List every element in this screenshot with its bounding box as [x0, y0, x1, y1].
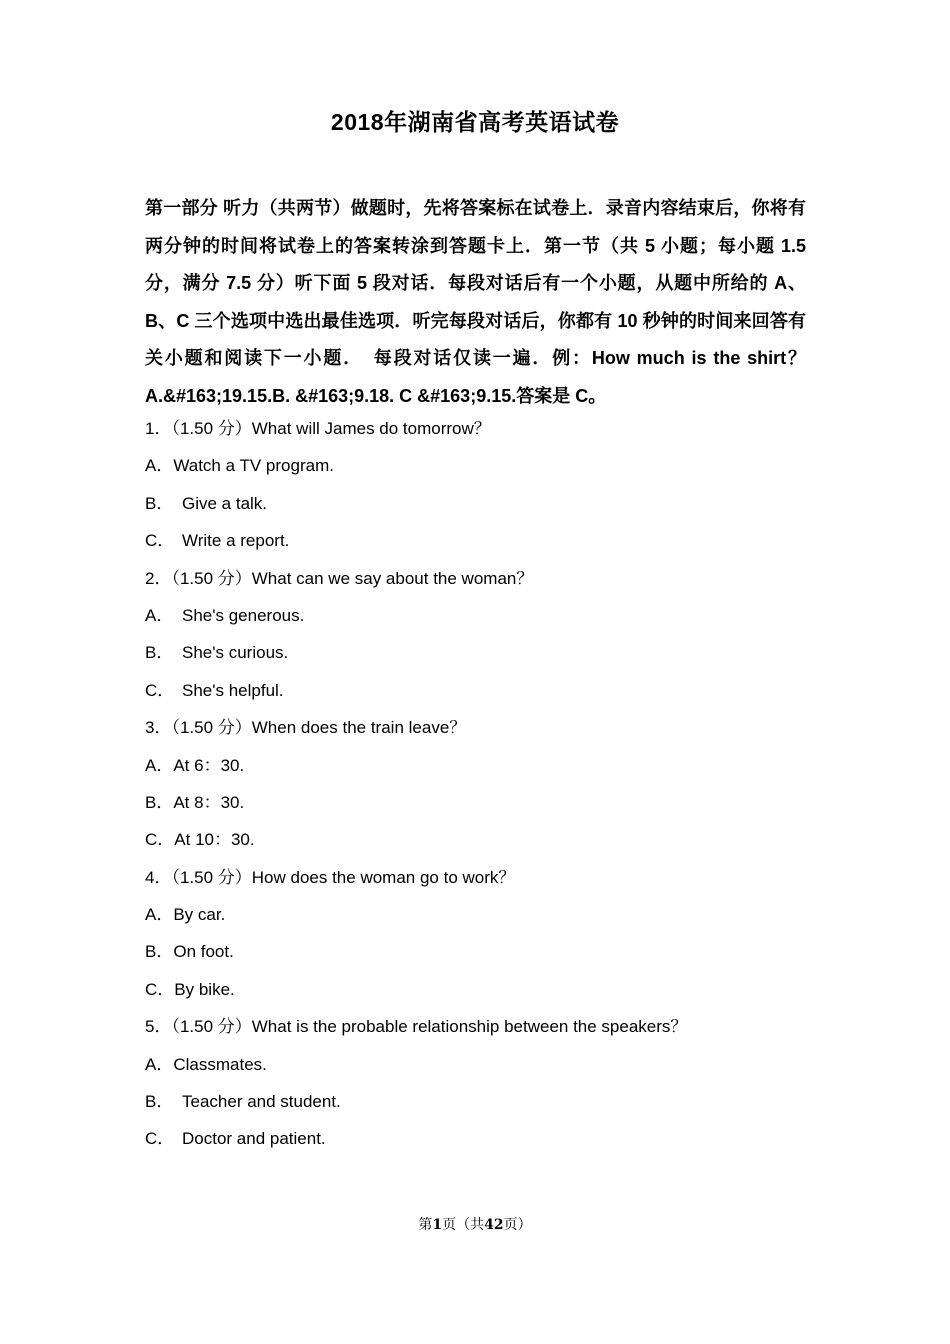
answer-option[interactable]	[145, 634, 806, 671]
option-text: Write a report.	[182, 531, 290, 551]
option-letter: C．	[145, 830, 175, 850]
option-text: Classmates.	[173, 1054, 267, 1074]
option-letter: A．	[145, 755, 174, 775]
option-letter: A．	[145, 1054, 174, 1074]
question-list	[145, 410, 806, 1158]
option-text: At 6：30.	[173, 755, 245, 775]
footer-prefix: 第	[418, 1217, 433, 1233]
option-letter: C．	[145, 979, 175, 999]
answer-option[interactable]	[145, 933, 806, 970]
option-letter: C．	[145, 1129, 175, 1149]
footer-page-number: 1	[432, 1217, 443, 1233]
question-stem: 5．（1.50 分）What is the probable relationship between the speakers？	[145, 1017, 688, 1037]
question-stem: 1．（1.50 分）What will James do tomorrow？	[145, 419, 491, 438]
option-letter: A．	[145, 905, 174, 925]
page-footer	[0, 1214, 950, 1234]
answer-option[interactable]	[145, 1083, 806, 1120]
option-letter: B．	[145, 1092, 174, 1112]
option-letter: B．	[145, 942, 174, 962]
exam-title: 2018年湖南省高考英语试卷	[330, 109, 620, 135]
option-text: Doctor and patient.	[182, 1129, 326, 1149]
option-text: By bike.	[174, 979, 235, 999]
option-letter: C．	[145, 680, 175, 700]
answer-option[interactable]	[145, 821, 806, 858]
question-stem: 4．（1.50 分）How does the woman go to work？	[145, 867, 516, 887]
answer-option[interactable]	[145, 747, 806, 784]
answer-option[interactable]	[145, 485, 806, 522]
option-text: By car.	[173, 905, 226, 925]
answer-option[interactable]	[145, 522, 806, 559]
footer-total-pages: 42	[484, 1217, 504, 1233]
option-letter: C．	[145, 531, 175, 551]
option-text: Watch a TV program.	[173, 456, 334, 476]
question-stem: 2．（1.50 分）What can we say about the woman？	[145, 568, 534, 588]
option-text: She's curious.	[182, 643, 289, 663]
footer-mid: 页（共	[442, 1217, 485, 1233]
answer-option[interactable]	[145, 447, 806, 484]
option-letter: B．	[145, 643, 174, 663]
answer-option[interactable]	[145, 1120, 806, 1157]
option-letter: B．	[145, 792, 174, 812]
instructions-text: 第一部分 听力（共两节）做题时，先将答案标在试卷上．录音内容结束后，你将有两分钟的时间将试卷上的答案转涂到答题卡上．第一节（共 5 小题；每小题 1.5 分，满分 7.5 分）听下面 5 段对话．每段对话后有一个小题，从题中所给的 A、B、C 三个选项中选出最佳选项．听完每段对话后，你都有 10 秒钟的时间来回答有关小题和阅读下一小题． 每段对话仅读一遍．例：How much is the shirt？A.&#163;19.15.B. &#163;9.18. C &#163;9.15.答案是 C。	[145, 198, 806, 406]
answer-option[interactable]	[145, 1046, 806, 1083]
answer-option[interactable]	[145, 971, 806, 1008]
option-text: She's generous.	[182, 605, 305, 625]
option-text: At 8：30.	[173, 792, 245, 812]
option-text: She's helpful.	[182, 680, 284, 700]
answer-option[interactable]	[145, 672, 806, 709]
option-text: Give a talk.	[182, 493, 268, 513]
answer-option[interactable]	[145, 896, 806, 933]
option-letter: B．	[145, 493, 174, 513]
option-text: Teacher and student.	[182, 1092, 341, 1112]
question-stem: 3．（1.50 分）When does the train leave？	[145, 718, 467, 738]
option-letter: A．	[145, 605, 174, 625]
answer-option[interactable]	[145, 784, 806, 821]
footer-suffix: 页）	[503, 1217, 532, 1233]
option-letter: A．	[145, 456, 174, 476]
option-text: At 10：30.	[174, 830, 255, 850]
instructions-paragraph	[145, 190, 806, 415]
option-text: On foot.	[173, 942, 234, 962]
answer-option[interactable]	[145, 597, 806, 634]
